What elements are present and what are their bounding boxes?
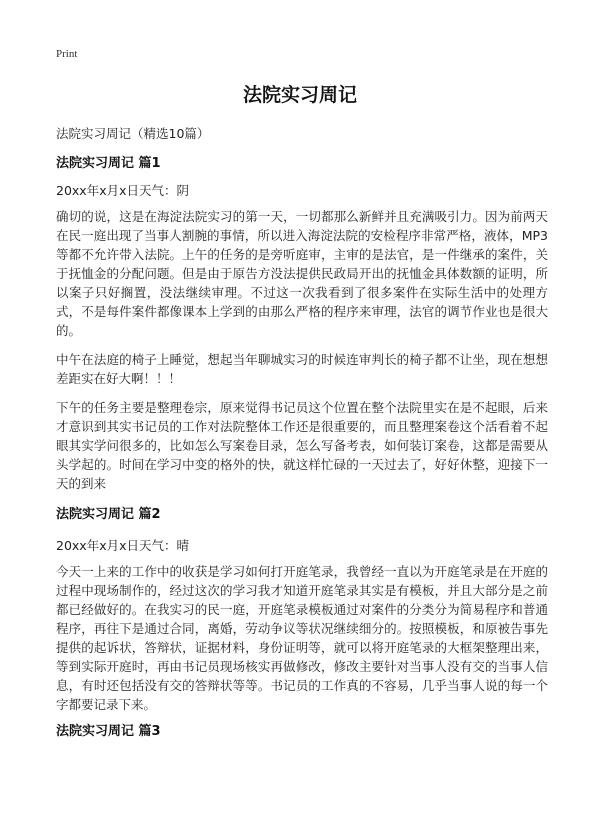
- paragraph-1-3: 下午的任务主要是整理卷宗，原来觉得书记员这个位置在整个法院里实在是不起眼，后来才意识到其实书记员的工作对法院整体工作还是很重要的，而且整理案卷这个活看着不起眼其实学问很多的，比如怎么写案卷目录，怎么写备考表，如何装订案卷，这都是需要从头学起的。时间在学习中变的格外的快，就这样忙碌的一天过去了，好好休整，迎接下一天的到来: [56, 400, 548, 491]
- section-date-2: 20xx年x月x日天气：晴: [56, 538, 189, 553]
- print-link[interactable]: Print: [56, 48, 78, 60]
- section-date-1: 20xx年x月x日天气：阴: [56, 183, 189, 198]
- paragraph-1-1: 确切的说，这是在海淀法院实习的第一天，一切都那么新鲜并且充满吸引力。因为前两天在民一庭出现了当事人割腕的事情，所以进入海淀法院的安检程序非常严格，液体，MP3等都不允许带入法院。上午的任务的是旁听庭审，主审的是法官，是一件继承的案件，关于抚恤金的分配问题。但是由于原告方没法提供民政局开出的抚恤金具体数额的证明，所以案子只好搁置，没法继续审理。不过这一次我看到了很多案件在实际生活中的处理方式，不是每件案件都像课本上学到的由那么严格的程序来审理，法官的调节作业也是很大的。: [56, 209, 548, 338]
- section-heading-3: 法院实习周记 篇3: [56, 724, 161, 739]
- page-title: 法院实习周记: [242, 84, 357, 106]
- section-heading-2: 法院实习周记 篇2: [56, 507, 161, 522]
- paragraph-1-2: 中午在法庭的椅子上睡觉，想起当年聊城实习的时候连审判长的椅子都不让坐，现在想想差距实在好大啊！！！: [56, 352, 548, 386]
- paragraph-2-1: 今天一上来的工作中的收获是学习如何打开庭笔录，我曾经一直以为开庭笔录是在开庭的过程中现场制作的，经过这次的学习我才知道开庭笔录其实是有模板，并且大部分是之前都已经做好的。在我实习的民一庭，开庭笔录模板通过对案件的分类分为简易程序和普通程序，再往下是通过合同，离婚，劳动争议等状况继续细分的。按照模板，和原被告事先提供的起诉状，答辩状，证据材料，身份证明等，就可以将开庭笔录的大框架整理出来，等到实际开庭时，再由书记员现场核实再做修改，修改主要针对当事人没有交的当事人信息，有时还包括没有交的答辩状等等。书记员的工作真的不容易，几乎当事人说的每一个字都要记录下来。: [56, 564, 548, 712]
- section-heading-1: 法院实习周记 篇1: [56, 156, 161, 171]
- document-subtitle: 法院实习周记（精选10篇）: [56, 126, 210, 141]
